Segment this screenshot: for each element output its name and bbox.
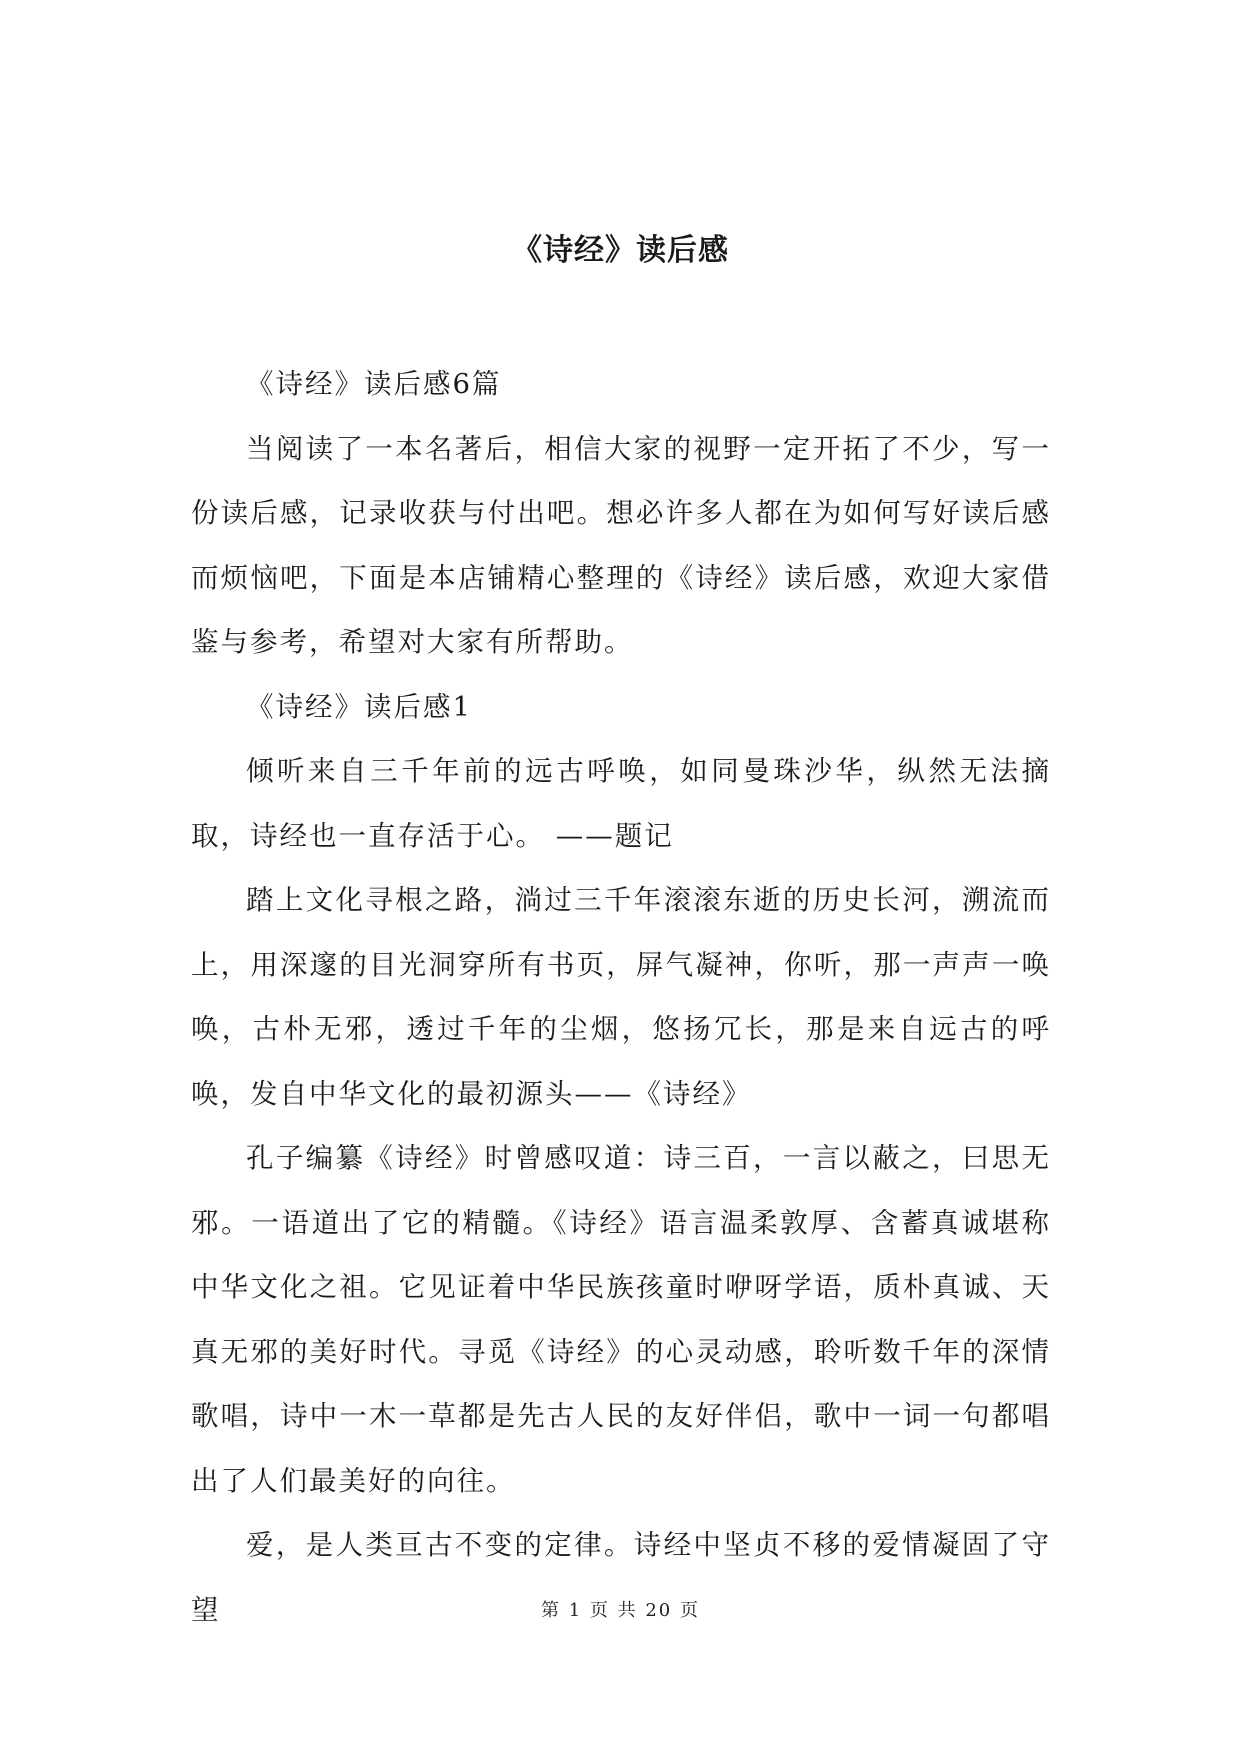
paragraph-intro: 当阅读了一本名著后，相信大家的视野一定开拓了不少，写一份读后感，记录收获与付出吧。想必许多人都在为如何写好读后感而烦恼吧，下面是本店铺精心整理的《诗经》读后感，欢迎大家借鉴与参考，希望对大家有所帮助。 — [191, 432, 1051, 658]
paragraph-body: 踏上文化寻根之路，淌过三千年滚滚东逝的历史长河，溯流而上，用深邃的目光洞穿所有书页，屏气凝神，你听，那一声声一唤唤，古朴无邪，透过千年的尘烟，悠扬冗长，那是来自远古的呼唤，发自中华文化的最初源头——《诗经》 — [191, 884, 1051, 1110]
paragraph-epigraph: 倾听来自三千年前的远古呼唤，如同曼珠沙华，纵然无法摘取，诗经也一直存活于心。 ——题记 — [191, 755, 1051, 852]
document-body — [191, 352, 1051, 1642]
paragraph-section-heading: 《诗经》读后感1 — [246, 690, 472, 723]
paragraph-body: 爱，是人类亘古不变的定律。诗经中坚贞不移的爱情凝固了守望 — [191, 1529, 1051, 1626]
page-footer: 第 1 页 共 20 页 — [541, 1600, 700, 1621]
document-title: 《诗经》读后感 — [512, 233, 729, 268]
paragraph-body: 孔子编纂《诗经》时曾感叹道：诗三百，一言以蔽之，曰思无邪。一语道出了它的精髓。《诗经》语言温柔敦厚、含蓄真诚堪称中华文化之祖。它见证着中华民族孩童时咿呀学语，质朴真诚、天真无邪的美好时代。寻觅《诗经》的心灵动感，聆听数千年的深情歌唱，诗中一木一草都是先古人民的友好伴侣，歌中一词一句都唱出了人们最美好的向往。 — [191, 1142, 1051, 1497]
paragraph-subtitle: 《诗经》读后感6篇 — [246, 368, 502, 400]
